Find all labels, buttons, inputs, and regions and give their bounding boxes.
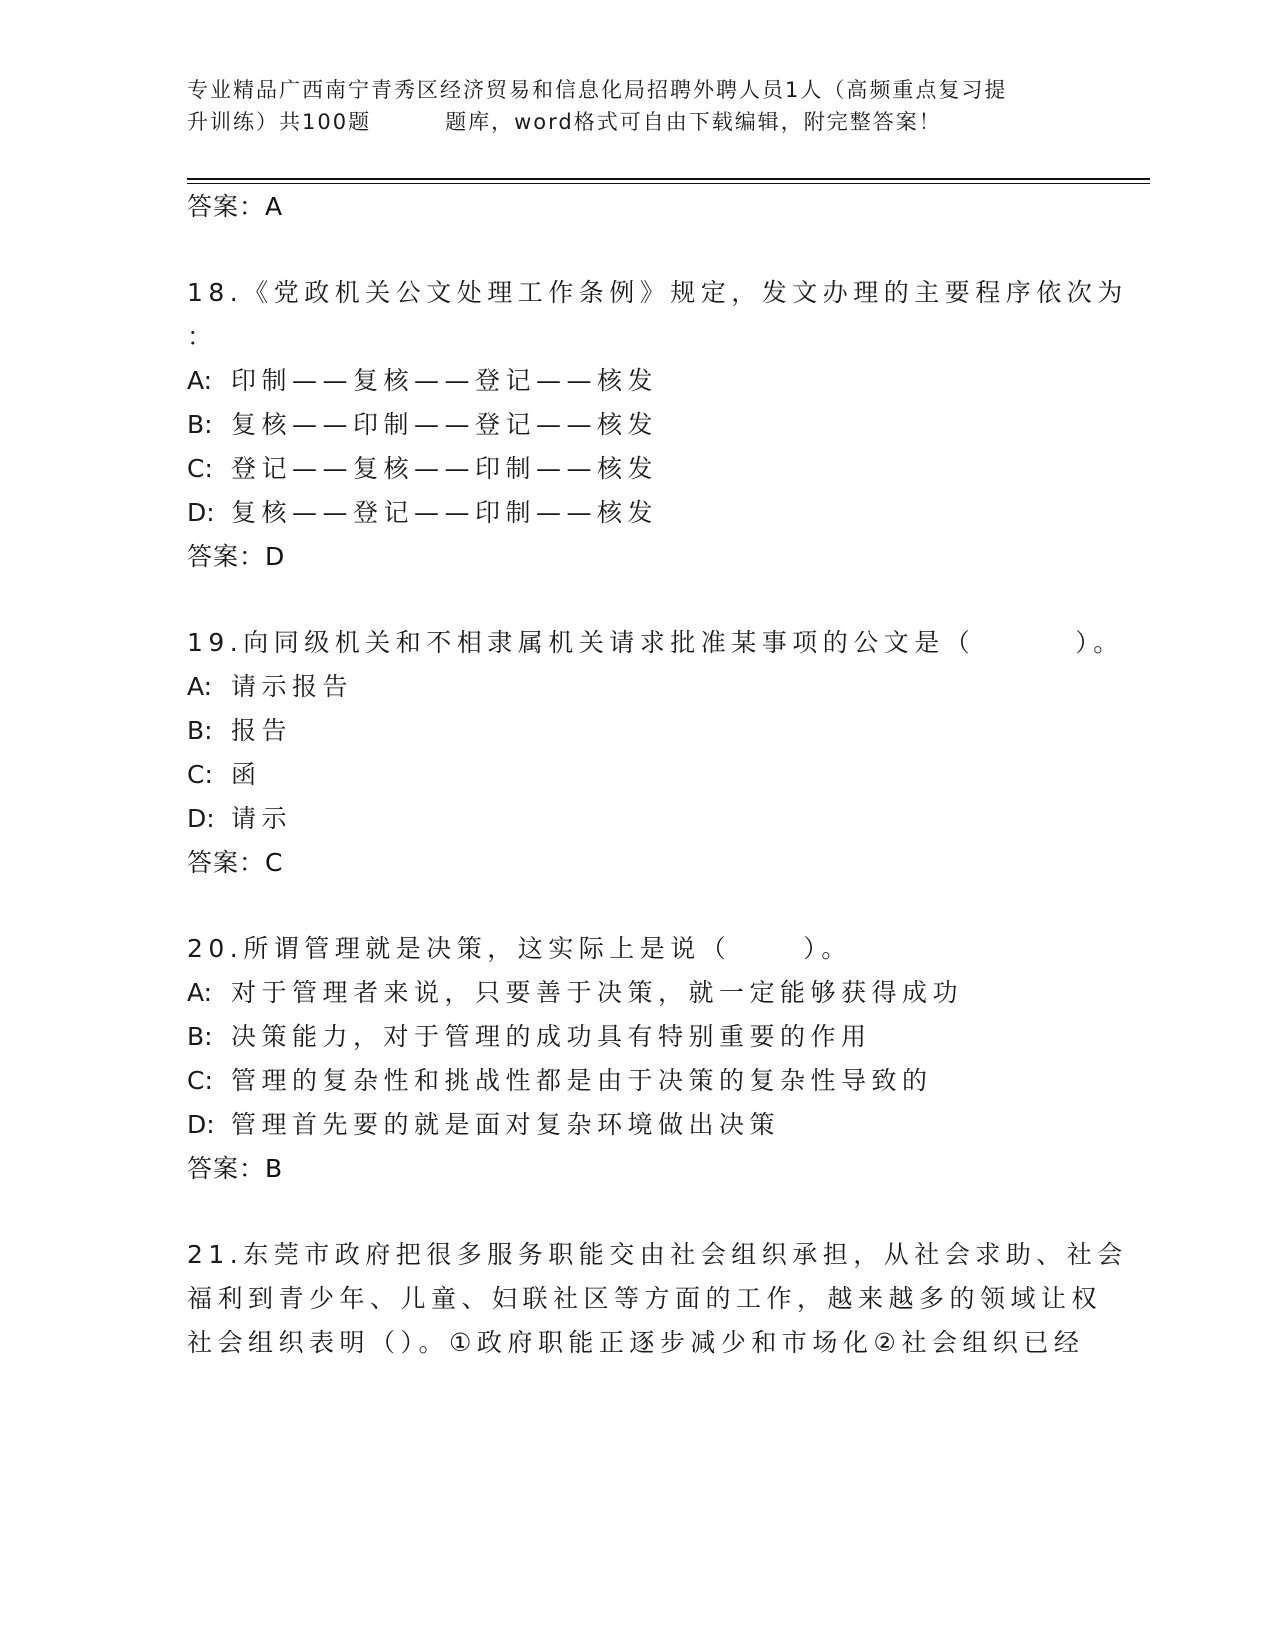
option-text: 决策能力，对于管理的成功具有特别重要的作用 (231, 1022, 872, 1051)
option-letter: C: (187, 760, 213, 789)
header-line-2 (187, 106, 1087, 138)
option-text: 印制——复核——登记——核发 (231, 366, 659, 395)
answer-19: 答案：C (187, 848, 284, 877)
question-19-stem-end: ）。 (1075, 628, 1124, 657)
question-19-option-a (187, 670, 353, 704)
header-line-2-left: 升训练）共100题 (187, 110, 372, 134)
option-text: 函 (231, 760, 262, 789)
question-18-stem-line-2: ： (187, 322, 218, 351)
option-text: 登记——复核——印制——核发 (231, 454, 659, 483)
question-19-option-d (187, 802, 292, 836)
option-text: 管理首先要的就是面对复杂环境做出决策 (231, 1110, 781, 1139)
question-21-stem-line-3: 社会组织表明（）。①政府职能正逐步减少和市场化②社会组织已经 (187, 1328, 1085, 1357)
question-19-stem-text: 19.向同级机关和不相隶属机关请求批准某事项的公文是（ (187, 628, 976, 657)
question-19-stem (187, 626, 1124, 660)
question-18-option-b (187, 408, 658, 442)
answer-18: 答案：D (187, 542, 286, 571)
header-line-1: 专业精品广西南宁青秀区经济贸易和信息化局招聘外聘人员1人（高频重点复习提 (187, 78, 1008, 102)
question-19-option-c (187, 758, 262, 792)
answer-20: 答案：B (187, 1154, 284, 1183)
question-20-stem-text: 20.所谓管理就是决策，这实际上是说（ (187, 934, 732, 963)
option-letter: C: (187, 1066, 213, 1095)
question-21-stem-line-2: 福利到青少年、儿童、妇联社区等方面的工作，越来越多的领域让权 (187, 1284, 1103, 1313)
question-19-option-b (187, 714, 292, 748)
question-18-option-a (187, 364, 658, 398)
answer-17: 答案：A (187, 192, 284, 221)
option-text: 报告 (231, 716, 293, 745)
header-line-2-right: 题库，word格式可自由下载编辑，附完整答案！ (445, 110, 942, 134)
question-20-option-b (187, 1020, 872, 1054)
question-21-stem-line-1: 21.东莞市政府把很多服务职能交由社会组织承担，从社会求助、社会 (187, 1240, 1128, 1269)
question-20-option-a (187, 976, 963, 1010)
question-20-option-d (187, 1108, 780, 1142)
option-text: 请示 (231, 804, 293, 833)
question-18-option-c (187, 452, 658, 486)
option-letter: D: (187, 1110, 215, 1139)
question-18-stem-line-1: 18.《党政机关公文处理工作条例》规定，发文办理的主要程序依次为 (187, 278, 1128, 307)
option-text: 复核——登记——印制——核发 (231, 498, 659, 527)
option-letter: A: (187, 366, 213, 395)
option-letter: D: (187, 498, 215, 527)
header-rule-thick (187, 178, 1150, 180)
option-letter: A: (187, 978, 213, 1007)
option-text: 复核——印制——登记——核发 (231, 410, 659, 439)
option-letter: C: (187, 454, 213, 483)
option-letter: A: (187, 672, 213, 701)
option-text: 请示报告 (231, 672, 354, 701)
option-letter: B: (187, 410, 213, 439)
header-rule-thin (187, 183, 1150, 184)
option-text: 管理的复杂性和挑战性都是由于决策的复杂性导致的 (231, 1066, 933, 1095)
question-20-stem (187, 932, 852, 966)
option-letter: B: (187, 1022, 213, 1051)
page-header (187, 74, 1087, 138)
question-20-stem-end: ）。 (803, 934, 852, 963)
option-letter: B: (187, 716, 213, 745)
option-text: 对于管理者来说，只要善于决策，就一定能够获得成功 (231, 978, 964, 1007)
option-letter: D: (187, 804, 215, 833)
question-18-option-d (187, 496, 658, 530)
question-20-option-c (187, 1064, 933, 1098)
